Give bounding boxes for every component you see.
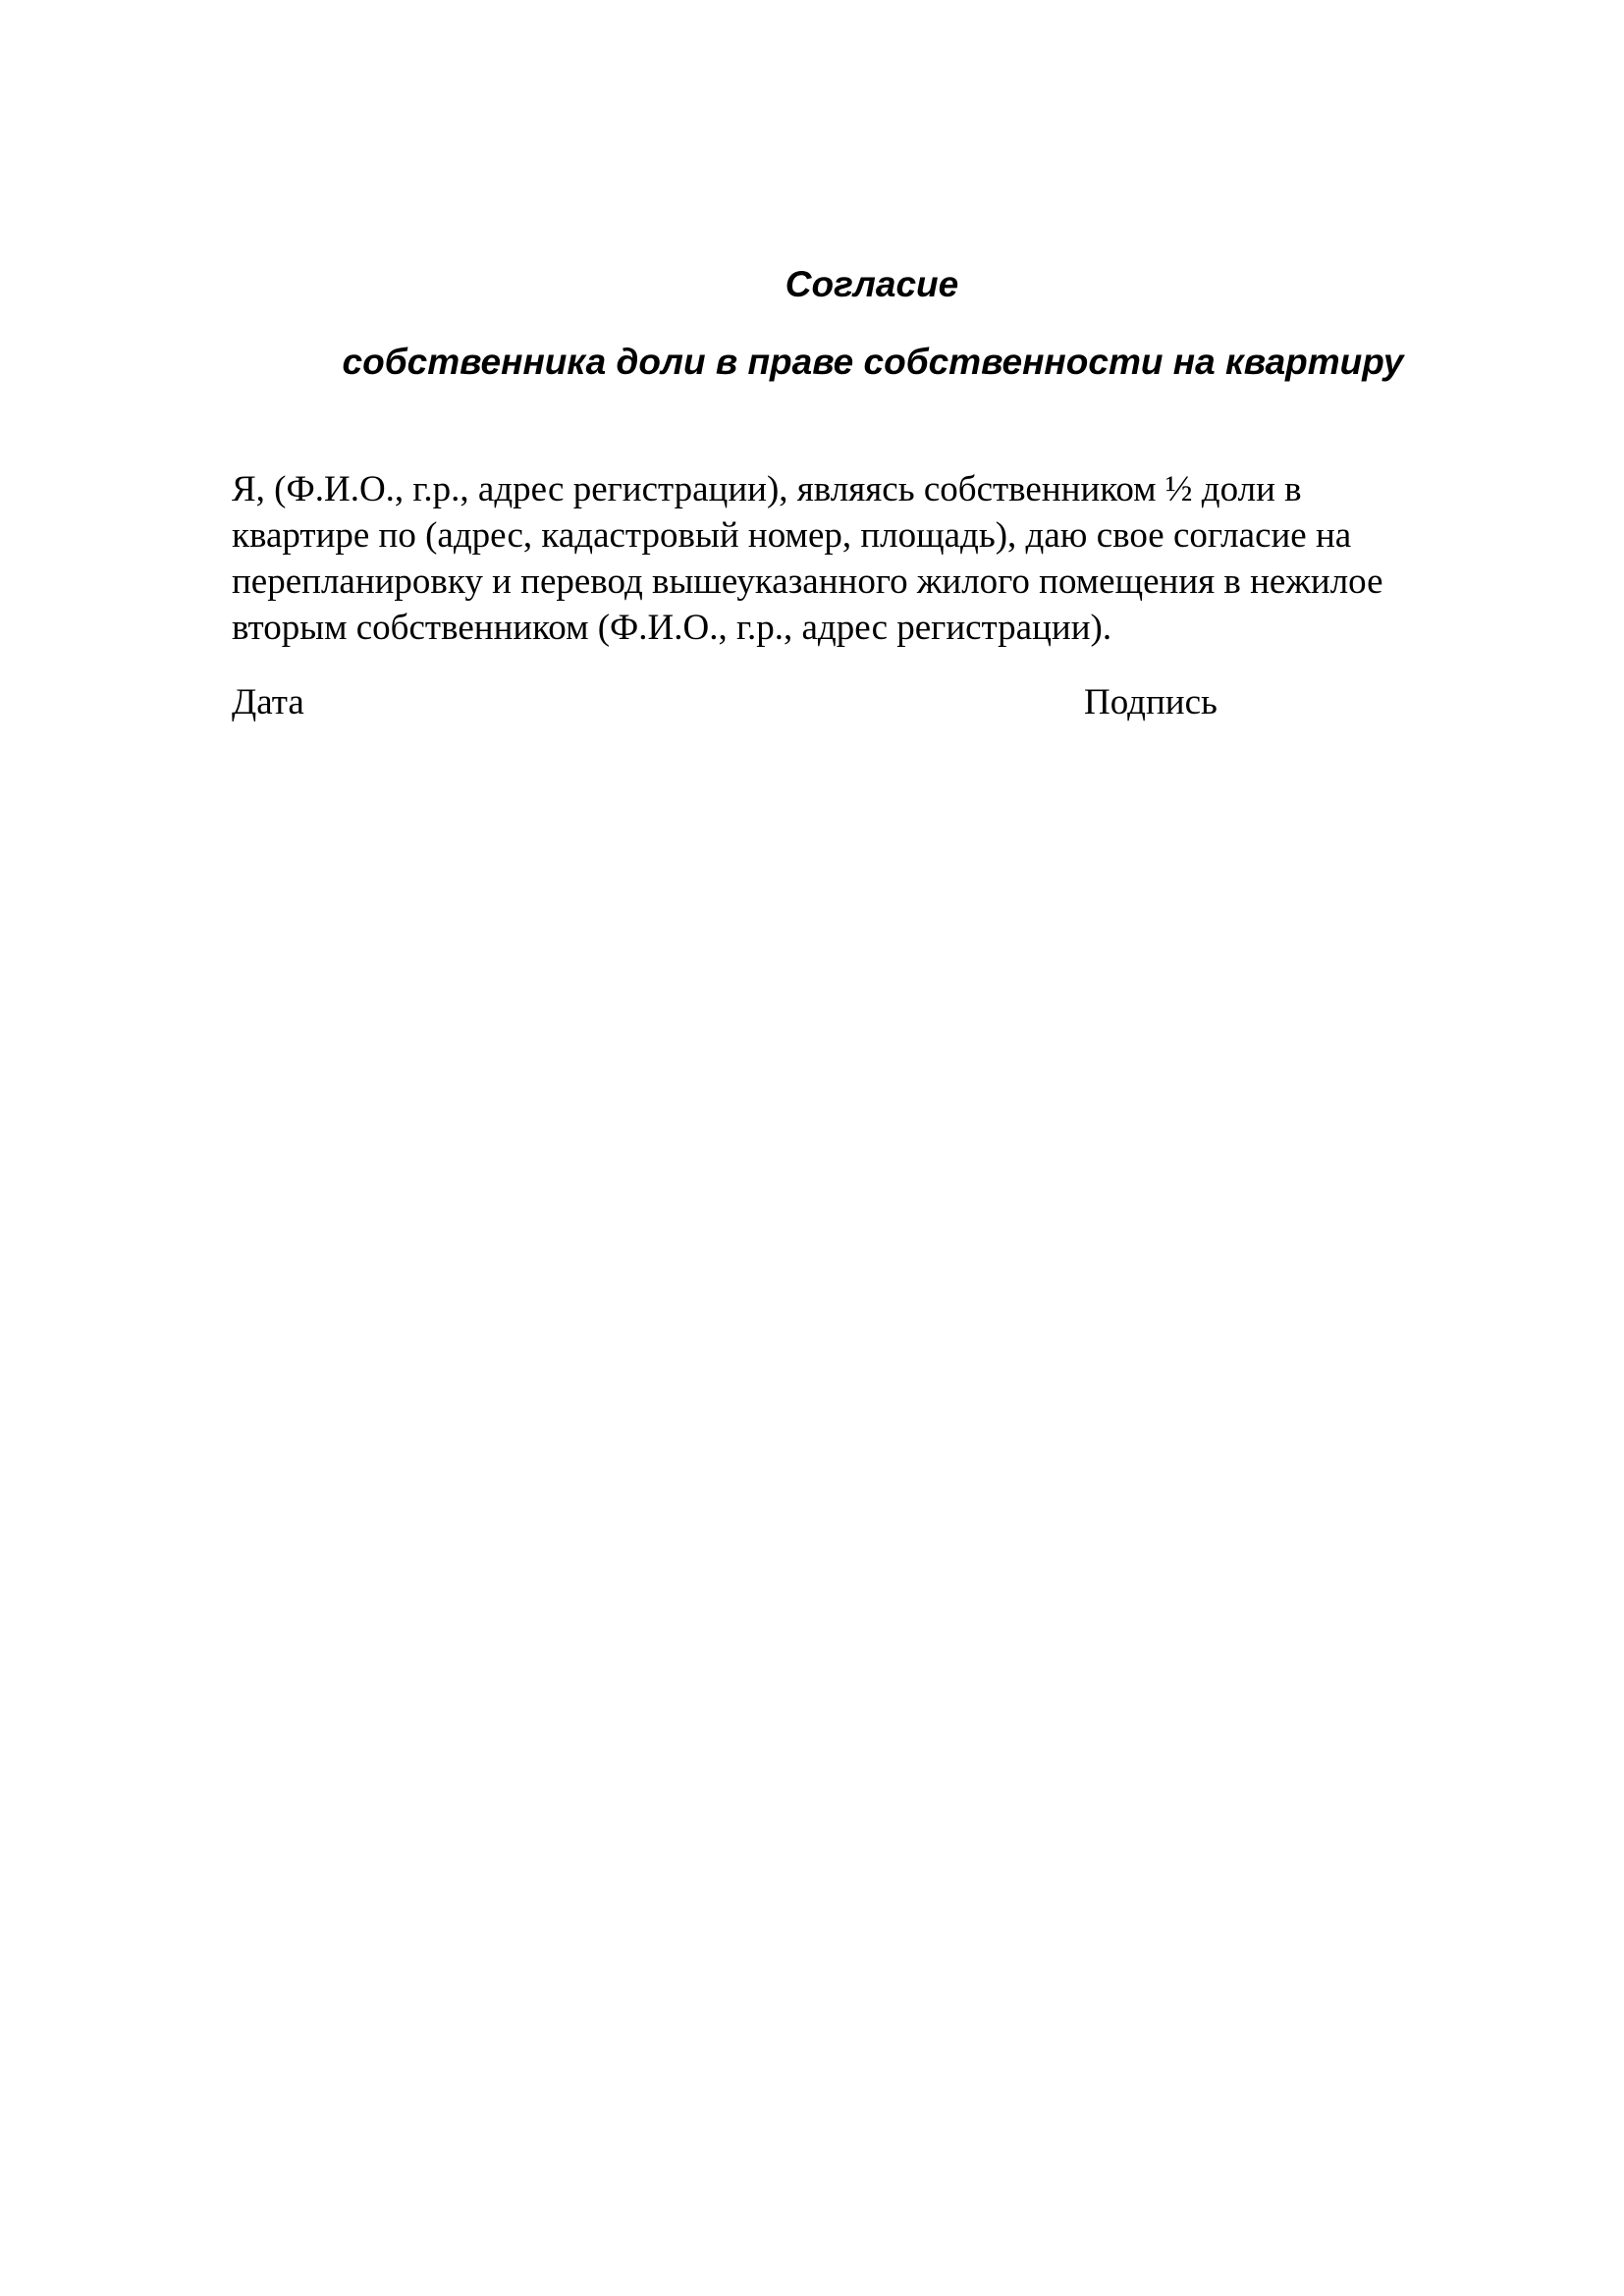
- paragraph-line: вторым собственником (Ф.И.О., г.р., адрес регистрации).: [232, 608, 1112, 648]
- document-subtitle: собственника доли в праве собственности на квартиру: [342, 342, 1404, 382]
- consent-paragraph: [232, 466, 1469, 651]
- document-title-text: Согласие: [785, 264, 959, 304]
- date-label: Дата: [232, 682, 304, 722]
- signature-label: Подпись: [1084, 682, 1218, 722]
- paragraph-line: Я, (Ф.И.О., г.р., адрес регистрации), являясь собственником ½ доли в: [232, 469, 1302, 509]
- paragraph-line: перепланировку и перевод вышеуказанного жилого помещения в нежилое: [232, 561, 1383, 602]
- signature-row: [232, 679, 1469, 728]
- document-title: [0, 260, 1624, 309]
- paragraph-line: квартире по (адрес, кадастровый номер, площадь), даю свое согласие на: [232, 515, 1352, 556]
